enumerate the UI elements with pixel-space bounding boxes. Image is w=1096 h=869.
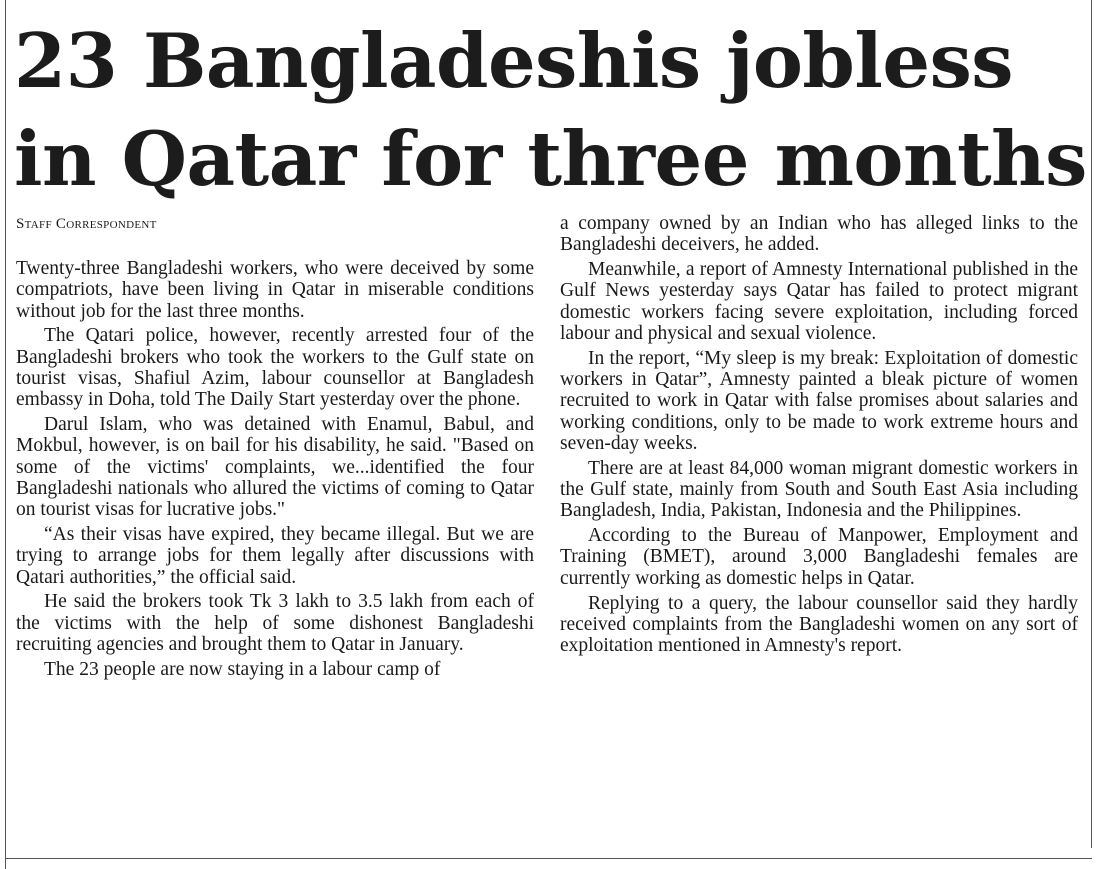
left-border-rule xyxy=(5,0,6,869)
bottom-border-rule xyxy=(5,858,1092,859)
right-column xyxy=(560,213,1078,660)
paragraph: There are at least 84,000 woman migrant domestic workers in the Gulf state, mainly from South and South East Asia including Bangladesh, India, Pakistan, Indonesia and the Philippines. xyxy=(560,457,1078,522)
paragraph: He said the brokers took Tk 3 lakh to 3.5 lakh from each of the victims with the help of some dishonest Bangladeshi recruiting agencies and brought them to Qatar in January. xyxy=(16,591,534,656)
paragraph: Twenty-three Bangladeshi workers, who were deceived by some compatriots, have been living in Qatar in miserable conditions without job for the last three months. xyxy=(16,258,534,322)
paragraph: Replying to a query, the labour counsellor said they hardly received complaints from the Bangladeshi women on any sort of exploitation mentioned in Amnesty's report. xyxy=(560,592,1078,657)
paragraph: In the report, “My sleep is my break: Exploitation of domestic workers in Qatar”, Amnesty painted a bleak picture of women recruited to work in Qatar with false promises about salaries and working conditions, only to be made to work extreme hours and seven-day weeks. xyxy=(560,347,1078,454)
left-column xyxy=(16,258,534,684)
paragraph: “As their visas have expired, they became illegal. But we are trying to arrange jobs for them legally after discussions with Qatari authorities,” the official said. xyxy=(16,524,534,588)
headline: 23 Bangladeshis jobless in Qatar for three months xyxy=(14,17,1087,203)
paragraph: The Qatari police, however, recently arrested four of the Bangladeshi brokers who took the workers to the Gulf state on tourist visas, Shafiul Azim, labour counsellor at Bangladesh embassy in Doha, told The Daily Start yesterday over the phone. xyxy=(16,325,534,411)
paragraph: a company owned by an Indian who has alleged links to the Bangladeshi deceivers, he added. xyxy=(560,213,1078,256)
paragraph: Meanwhile, a report of Amnesty International published in the Gulf News yesterday says Qatar has failed to protect migrant domestic workers facing severe exploitation, including forced labour and physical and sexual violence. xyxy=(560,259,1078,344)
paragraph: According to the Bureau of Manpower, Employment and Training (BMET), around 3,000 Bangladeshi females are currently working as domestic helps in Qatar. xyxy=(560,525,1078,589)
paragraph: The 23 people are now staying in a labour camp of xyxy=(44,658,441,680)
right-border-rule xyxy=(1091,0,1092,848)
paragraph: Darul Islam, who was detained with Enamul, Babul, and Mokbul, however, is on bail for his disability, he said. "Based on some of the victims' complaints, we...identified the four Bangladeshi nationals who allured the victims of coming to Qatar on tourist visas for lucrative jobs." xyxy=(16,414,534,521)
byline: Staff Correspondent xyxy=(16,216,157,232)
